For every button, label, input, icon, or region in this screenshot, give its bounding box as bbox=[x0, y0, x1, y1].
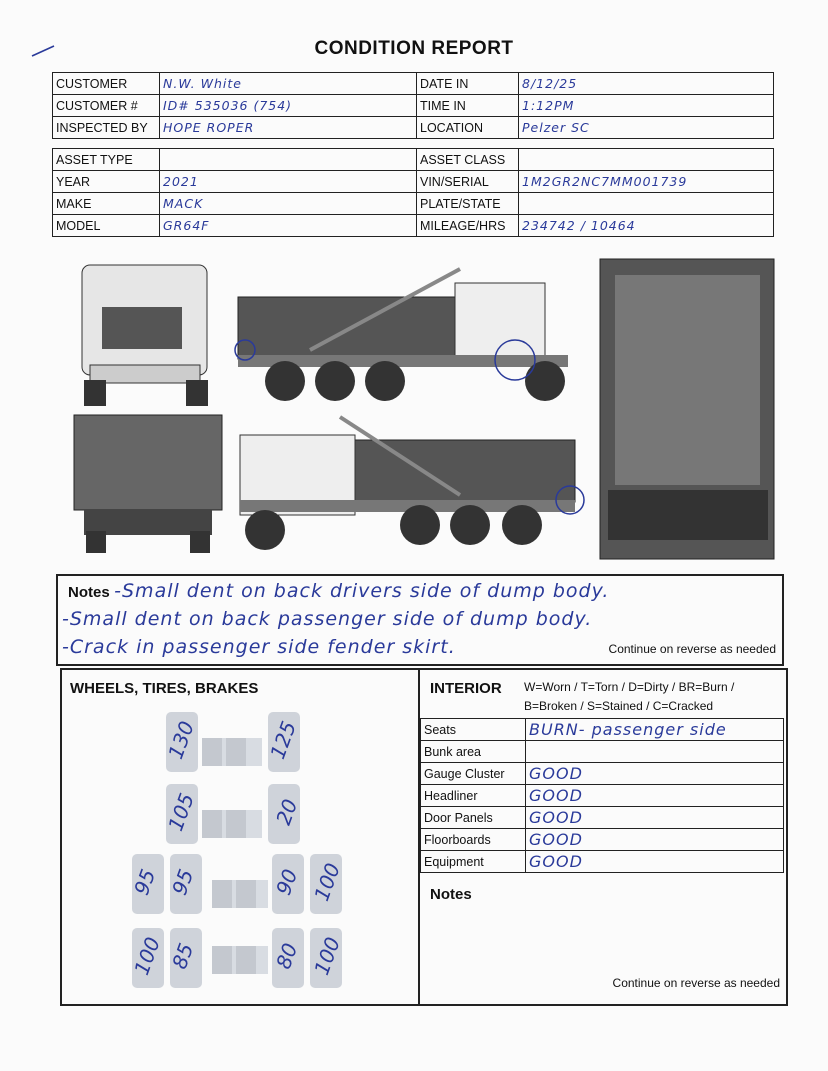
notes-continue: Continue on reverse as needed bbox=[608, 642, 776, 656]
page-title: CONDITION REPORT bbox=[314, 38, 514, 59]
model-label: MODEL bbox=[53, 215, 160, 237]
interior-row-label: Floorboards bbox=[421, 829, 526, 851]
interior-row-value[interactable]: GOOD bbox=[526, 763, 784, 785]
notes-line-1[interactable]: -Small dent on back drivers side of dump body. bbox=[114, 580, 610, 602]
interior-row-value[interactable]: GOOD bbox=[526, 851, 784, 873]
tire-value-1: 130 bbox=[163, 717, 199, 763]
customer-label: CUSTOMER bbox=[53, 73, 160, 95]
customer-table bbox=[52, 72, 774, 139]
notes-line-2[interactable]: -Small dent on back passenger side of dump body. bbox=[62, 608, 593, 630]
interior-row-value[interactable]: GOOD bbox=[526, 807, 784, 829]
wheels-title: WHEELS, TIRES, BRAKES bbox=[70, 680, 259, 697]
tire-value-3: 105 bbox=[163, 789, 199, 835]
vin-value[interactable]: 1M2GR2NC7MM001739 bbox=[519, 171, 774, 193]
truck-diagram bbox=[60, 255, 780, 565]
axle-3 bbox=[212, 880, 268, 908]
truck-front-view bbox=[82, 265, 208, 406]
interior-section bbox=[418, 668, 788, 1006]
interior-title: INTERIOR bbox=[430, 680, 502, 697]
interior-row-label: Gauge Cluster bbox=[421, 763, 526, 785]
interior-row bbox=[421, 785, 784, 807]
customer-num-value[interactable]: ID# 535036 (754) bbox=[160, 95, 417, 117]
asset-class-value[interactable] bbox=[519, 149, 774, 171]
axle-1 bbox=[202, 738, 262, 766]
time-in-label: TIME IN bbox=[417, 95, 519, 117]
interior-row-value[interactable]: BURN- passenger side bbox=[526, 719, 784, 741]
inspected-by-value[interactable]: HOPE ROPER bbox=[160, 117, 417, 139]
notes-line-3[interactable]: -Crack in passenger side fender skirt. bbox=[62, 636, 456, 658]
tire-value-12: 100 bbox=[309, 933, 345, 979]
tire-value-2: 125 bbox=[265, 717, 301, 763]
wheels-tires-brakes-section bbox=[60, 668, 420, 1006]
truck-rear-view bbox=[74, 415, 222, 553]
interior-row bbox=[421, 807, 784, 829]
year-value[interactable]: 2021 bbox=[160, 171, 417, 193]
location-label: LOCATION bbox=[417, 117, 519, 139]
interior-row-value[interactable] bbox=[526, 741, 784, 763]
tire-value-4: 20 bbox=[271, 795, 303, 829]
interior-row-value[interactable]: GOOD bbox=[526, 829, 784, 851]
make-value[interactable]: MACK bbox=[160, 193, 417, 215]
interior-row-label: Equipment bbox=[421, 851, 526, 873]
truck-side-view-passenger bbox=[240, 417, 584, 550]
tire-value-7: 90 bbox=[271, 865, 303, 899]
mileage-label: MILEAGE/HRS bbox=[417, 215, 519, 237]
notes-label: Notes bbox=[68, 584, 110, 601]
asset-type-label: ASSET TYPE bbox=[53, 149, 160, 171]
interior-row bbox=[421, 851, 784, 873]
asset-type-value[interactable] bbox=[160, 149, 417, 171]
axle-2 bbox=[202, 810, 262, 838]
interior-row-label: Door Panels bbox=[421, 807, 526, 829]
date-in-label: DATE IN bbox=[417, 73, 519, 95]
interior-legend-1: W=Worn / T=Torn / D=Dirty / BR=Burn / bbox=[524, 680, 735, 694]
tire-value-8: 100 bbox=[309, 859, 345, 905]
customer-value[interactable]: N.W. White bbox=[160, 73, 417, 95]
interior-table bbox=[420, 718, 784, 873]
customer-num-label: CUSTOMER # bbox=[53, 95, 160, 117]
asset-class-label: ASSET CLASS bbox=[417, 149, 519, 171]
time-in-value[interactable]: 1:12PM bbox=[519, 95, 774, 117]
tire-value-6: 95 bbox=[167, 865, 199, 899]
interior-row bbox=[421, 719, 784, 741]
truck-side-view-driver bbox=[235, 269, 568, 401]
plate-value[interactable] bbox=[519, 193, 774, 215]
interior-row bbox=[421, 741, 784, 763]
truck-top-view bbox=[600, 259, 774, 559]
plate-label: PLATE/STATE bbox=[417, 193, 519, 215]
tire-value-10: 85 bbox=[167, 939, 199, 973]
asset-table bbox=[52, 148, 774, 237]
tire-value-5: 95 bbox=[129, 865, 161, 899]
model-value[interactable]: GR64F bbox=[160, 215, 417, 237]
interior-row bbox=[421, 763, 784, 785]
date-in-value[interactable]: 8/12/25 bbox=[519, 73, 774, 95]
interior-continue: Continue on reverse as needed bbox=[612, 976, 780, 990]
interior-legend-2: B=Broken / S=Stained / C=Cracked bbox=[524, 699, 714, 713]
make-label: MAKE bbox=[53, 193, 160, 215]
location-value[interactable]: Pelzer SC bbox=[519, 117, 774, 139]
tire-value-11: 80 bbox=[271, 939, 303, 973]
inspected-by-label: INSPECTED BY bbox=[53, 117, 160, 139]
interior-row-label: Bunk area bbox=[421, 741, 526, 763]
axle-4 bbox=[212, 946, 268, 974]
tire-value-9: 100 bbox=[129, 933, 165, 979]
interior-notes-label: Notes bbox=[430, 886, 472, 903]
vin-label: VIN/SERIAL bbox=[417, 171, 519, 193]
interior-row bbox=[421, 829, 784, 851]
interior-row-label: Seats bbox=[421, 719, 526, 741]
interior-row-value[interactable]: GOOD bbox=[526, 785, 784, 807]
damage-notes-box bbox=[56, 574, 784, 666]
interior-row-label: Headliner bbox=[421, 785, 526, 807]
mileage-value[interactable]: 234742 / 10464 bbox=[519, 215, 774, 237]
year-label: YEAR bbox=[53, 171, 160, 193]
